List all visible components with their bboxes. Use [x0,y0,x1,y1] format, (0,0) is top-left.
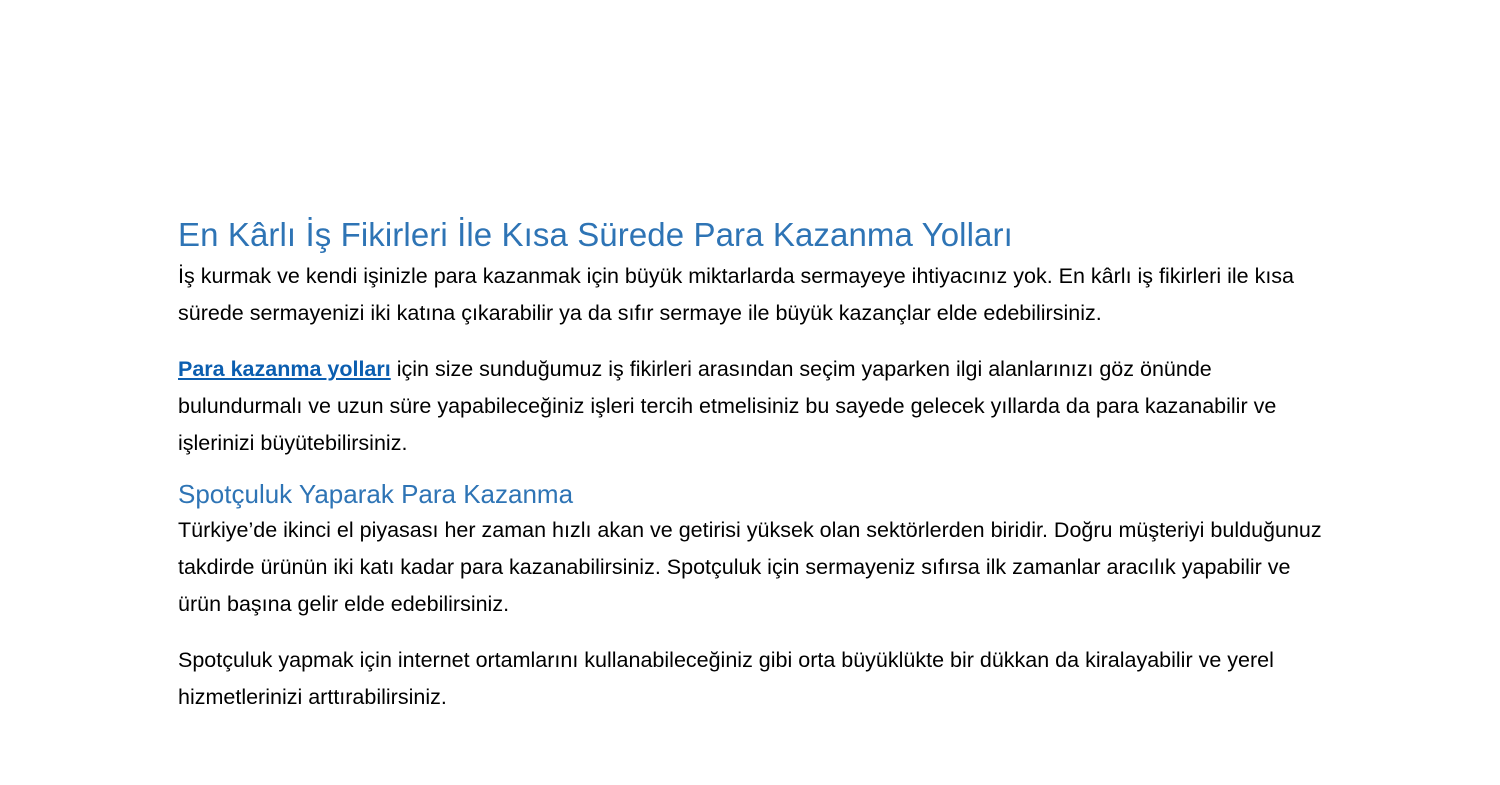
spotculuk-paragraph-1: Türkiye’de ikinci el piyasası her zaman hızlı akan ve getirisi yüksek olan sektörlerden biridir. Doğru müşteriyi bulduğunuz takdirde ürünün iki katı kadar para kazanabilirsiniz. Spotçuluk için sermayeniz sıfırsa ilk zamanlar aracılık yapabilir ve ürün başına gelir elde edebilirsiniz. [178,518,1322,616]
para-kazanma-paragraph [178,351,1338,462]
document-title: En Kârlı İş Fikirleri İle Kısa Sürede Para Kazanma Yolları [178,216,1013,253]
document-page [178,212,1338,716]
spotculuk-paragraph-2: Spotçuluk yapmak için internet ortamlarını kullanabileceğiniz gibi orta büyüklükte bir dükkan da kiralayabilir ve yerel hizmetlerinizi arttırabilirsiniz. [178,648,1274,709]
para-kazanma-link[interactable]: Para kazanma yolları [178,357,391,381]
intro-paragraph: İş kurmak ve kendi işinizle para kazanmak için büyük miktarlarda sermayeye ihtiyacınız yok. En kârlı iş fikirleri ile kısa sürede sermayenizi iki katına çıkarabilir ya da sıfır sermaye ile büyük kazançlar elde edebilirsiniz. [178,264,1295,325]
para-kazanma-text: için size sunduğumuz iş fikirleri arasından seçim yaparken ilgi alanlarınızı göz önünde bulundurmalı ve uzun süre yapabileceğiniz işleri tercih etmelisiniz bu sayede gelecek yıllarda da para kazanabilir ve işlerinizi büyütebilirsiniz. [178,357,1277,455]
section-heading-spotculuk: Spotçuluk Yaparak Para Kazanma [178,479,574,509]
